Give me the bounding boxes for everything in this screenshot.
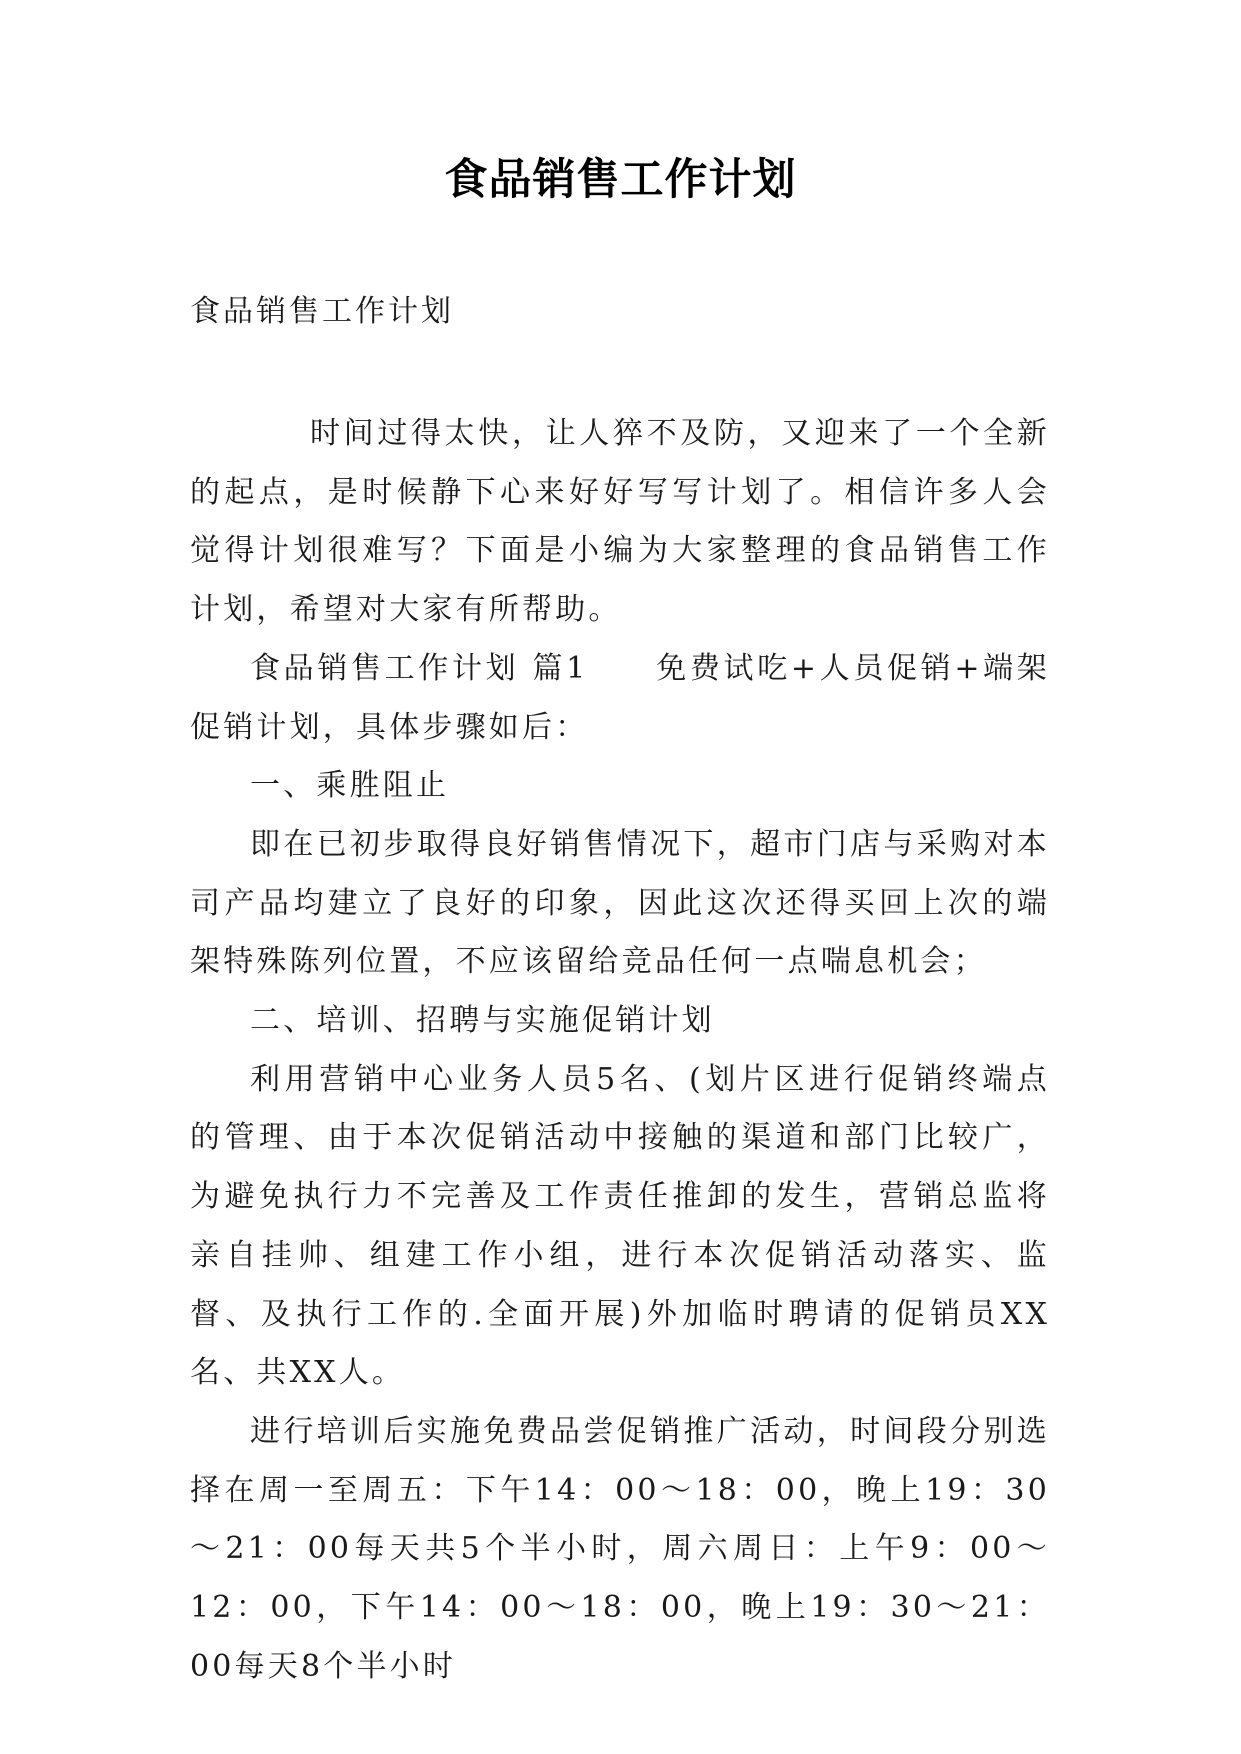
point-two-heading: 二、培训、招聘与实施促销计划 (250, 1003, 715, 1039)
intro-paragraph: 时间过得太快，让人猝不及防，又迎来了一个全新的起点，是时候静下心来好好写写计划了。相信许多人会觉得计划很难写？下面是小编为大家整理的食品销售工作计划，希望对大家有所帮助。 (190, 416, 1050, 628)
document-subtitle: 食品销售工作计划 (190, 294, 454, 329)
section-heading-paragraph: 食品销售工作计划 篇1 免费试吃+人员促销+端架促销计划，具体步骤如后： (190, 650, 1050, 745)
schedule-paragraph: 进行培训后实施免费品尝促销推广活动，时间段分别选择在周一至周五：下午14：00～18：00，晚上19：30～21：00每天共5个半小时，周六周日：上午9：00～12：00，下午14：00～18：00，晚上19：30～21：00每天8个半小时 (190, 1413, 1050, 1684)
document-title: 食品销售工作计划 (444, 155, 797, 205)
point-two-paragraph: 利用营销中心业务人员5名、(划片区进行促销终端点的管理、由于本次促销活动中接触的渠道和部门比较广，为避免执行力不完善及工作责任推卸的发生，营销总监将亲自挂帅、组建工作小组，进行本次促销活动落实、监督、及执行工作的.全面开展)外加临时聘请的促销员XX名、共XX人。 (190, 1061, 1050, 1391)
point-one-heading: 一、乘胜阻止 (250, 768, 450, 804)
point-one-paragraph: 即在已初步取得良好销售情况下，超市门店与采购对本司产品均建立了良好的印象，因此这次还得买回上次的端架特殊陈列位置，不应该留给竞品任何一点喘息机会； (190, 826, 1050, 980)
document-body (190, 405, 1050, 1696)
